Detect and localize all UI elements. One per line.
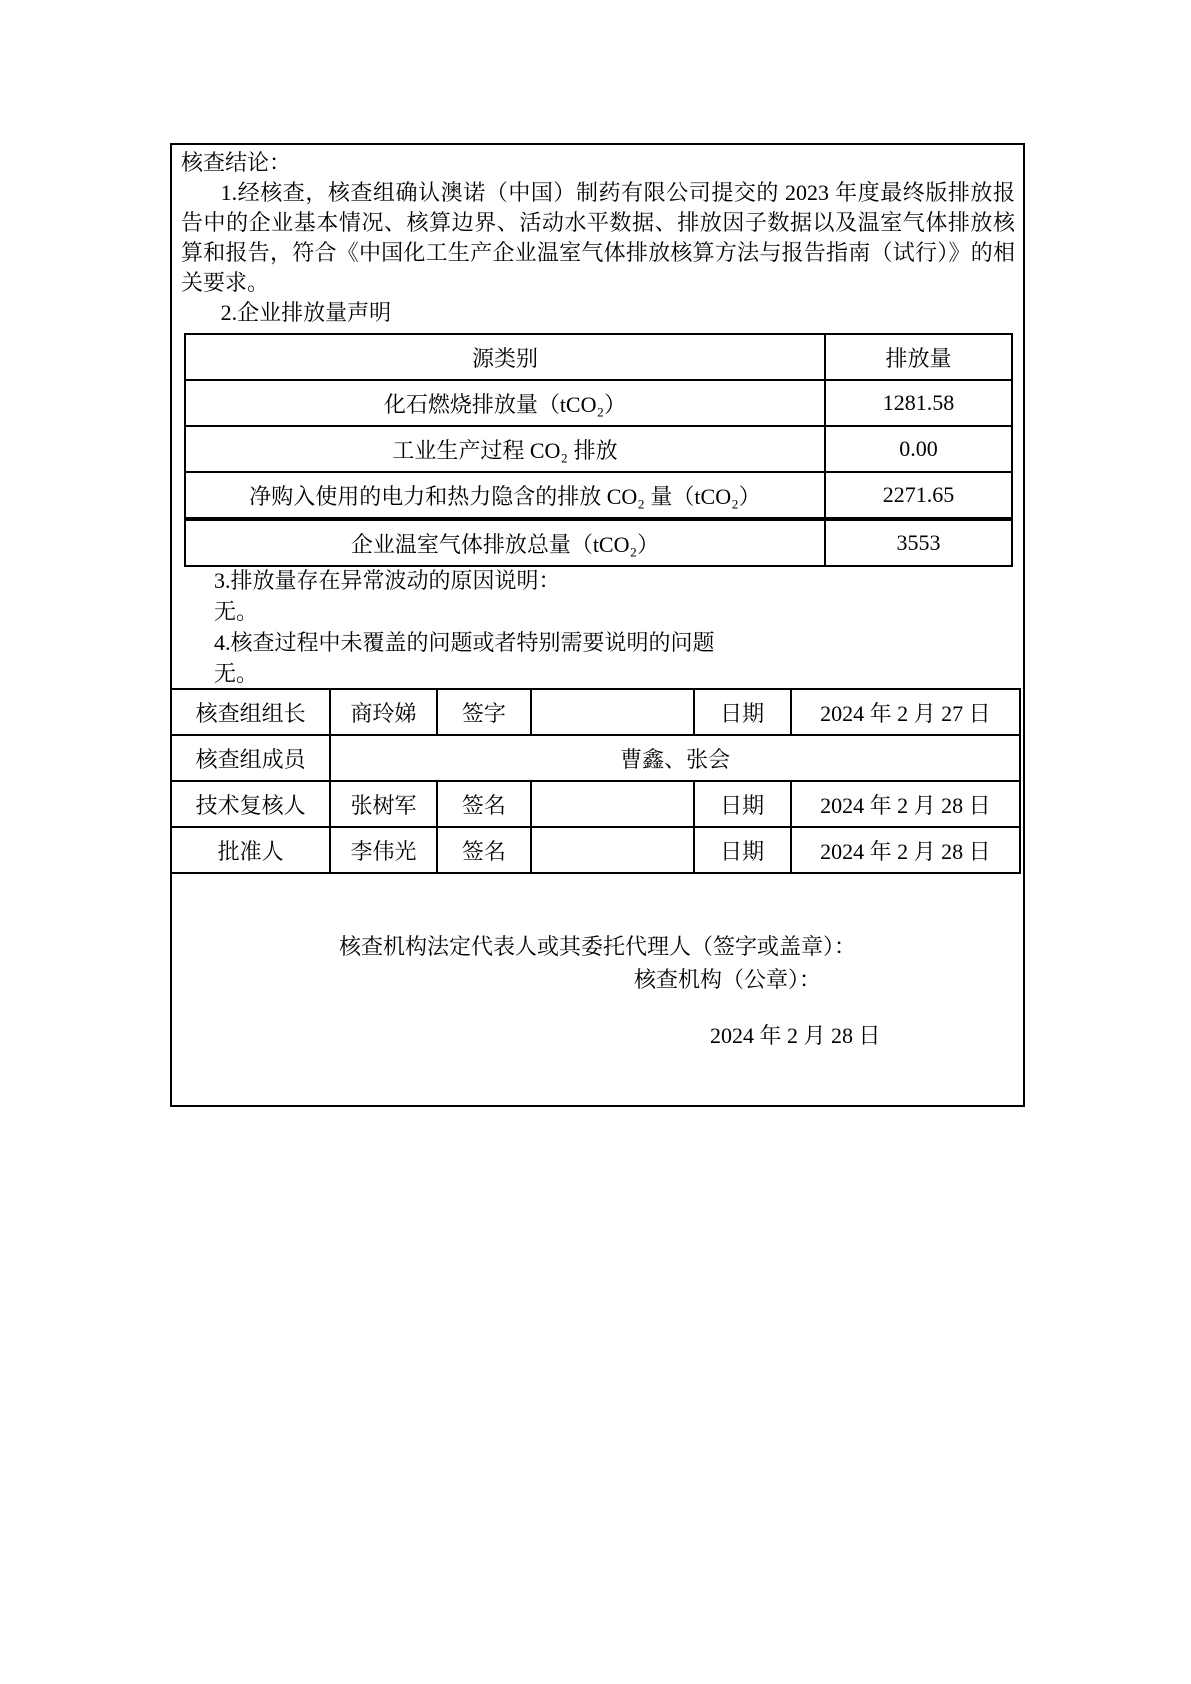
legal-representative-line: 核查机构法定代表人或其委托代理人（签字或盖章）： [338, 934, 856, 959]
conclusion-item2: 2.企业排放量声明 [220, 300, 392, 325]
date-label-cell: 日期 [694, 781, 791, 827]
note-item3: 3.排放量存在异常波动的原因说明： [214, 568, 561, 593]
table-row [185, 472, 1012, 519]
emission-header-source: 源类别 [185, 334, 825, 380]
role-cell: 技术复核人 [171, 781, 330, 827]
notes-section [181, 565, 1015, 689]
emission-header-amount: 排放量 [825, 334, 1012, 380]
conclusion-heading: 核查结论： [181, 150, 292, 175]
emission-value-cell: 1281.58 [825, 380, 1012, 426]
date-label-cell: 日期 [694, 689, 791, 735]
date-cell: 2024 年 2 月 28 日 [791, 781, 1020, 827]
table-row [185, 380, 1012, 426]
name-cell: 张树军 [330, 781, 436, 827]
table-row [185, 426, 1012, 472]
date-cell: 2024 年 2 月 27 日 [791, 689, 1020, 735]
conclusion-section [181, 148, 1015, 328]
table-row [171, 735, 1020, 781]
emission-table-header-row [185, 334, 1012, 380]
agency-seal-line: 核查机构（公章）： [634, 967, 822, 992]
signature-area-cell [531, 781, 694, 827]
emission-total-row [185, 519, 1012, 566]
signature-area-cell [531, 689, 694, 735]
note-item3-answer: 无。 [214, 599, 259, 624]
note-item4-answer: 无。 [214, 661, 259, 686]
name-cell: 商玲娣 [330, 689, 436, 735]
date-cell: 2024 年 2 月 28 日 [791, 827, 1020, 873]
signature-table [170, 688, 1021, 874]
stamp-date: 2024 年 2 月 28 日 [710, 1023, 881, 1048]
emission-source-cell: 净购入使用的电力和热力隐含的排放 CO₂ 量（tCO₂） [185, 472, 825, 519]
role-cell: 核查组组长 [171, 689, 330, 735]
stamp-section [172, 877, 1023, 1103]
emission-value-cell: 3553 [825, 519, 1012, 566]
signature-area-cell [531, 827, 694, 873]
name-cell: 李伟光 [330, 827, 436, 873]
emission-source-cell: 企业温室气体排放总量（tCO₂） [185, 519, 825, 566]
emission-value-cell: 0.00 [825, 426, 1012, 472]
members-cell: 曹鑫、张会 [330, 735, 1020, 781]
table-row [171, 781, 1020, 827]
emission-source-cell: 化石燃烧排放量（tCO₂） [185, 380, 825, 426]
sign-label-cell: 签字 [437, 689, 531, 735]
table-row [171, 827, 1020, 873]
sign-label-cell: 签名 [437, 781, 531, 827]
role-cell: 批准人 [171, 827, 330, 873]
note-item4: 4.核查过程中未覆盖的问题或者特别需要说明的问题 [214, 630, 715, 655]
emission-source-cell: 工业生产过程 CO₂ 排放 [185, 426, 825, 472]
sign-label-cell: 签名 [437, 827, 531, 873]
role-cell: 核查组成员 [171, 735, 330, 781]
table-row [171, 689, 1020, 735]
conclusion-box [170, 143, 1025, 1107]
emission-value-cell: 2271.65 [825, 472, 1012, 519]
emission-table [184, 333, 1013, 567]
date-label-cell: 日期 [694, 827, 791, 873]
conclusion-item1: 1.经核查，核查组确认澳诺（中国）制药有限公司提交的 2023 年度最终版排放报告中的企业基本情况、核算边界、活动水平数据、排放因子数据以及温室气体排放核算和报告，符合《中国化工生产企业温室气体排放核算方法与报告指南（试行）》的相关要求。 [181, 180, 1015, 295]
